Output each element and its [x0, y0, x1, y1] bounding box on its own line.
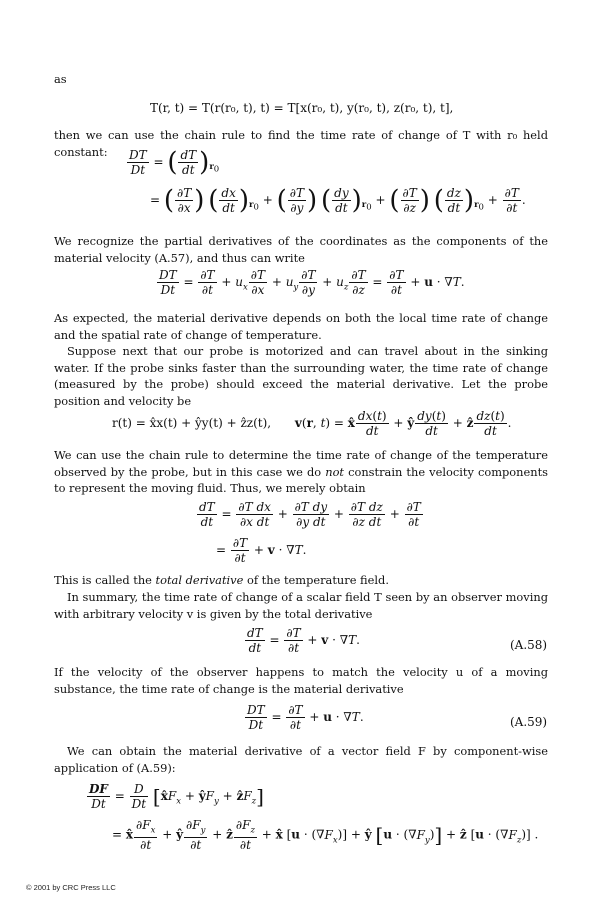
copyright-footer: © 2001 by CRC Press LLC — [26, 883, 116, 892]
equation-total-derivative-expanded: $\frac{dT}{dt}$ = $\frac{\text{∂T dx}}{\text{∂x dt}}$ + $\frac{\text{∂T dy}}{\text{∂y dt}}$ + $\frac{\text{∂T dz}}{\text{∂z dt}}$ + $\frac{\partial T}{\partial t}$ — [199, 500, 421, 529]
equation-vector-material-derivative: $\frac{DF}{Dt}$ = $\frac{D}{Dt}$ [$x̂F_x$ + $ŷF_y$ + ẑF$_z$] — [89, 782, 264, 811]
equation-A59: $\frac{DT}{Dt}$ = $\frac{\partial T}{\partial t}$ + u · ∇T. — [247, 703, 364, 732]
paragraph-match: If the velocity of the observer happens to match the velocity u of a moving substance, the time rate of change is the material derivative — [54, 665, 548, 696]
paragraph-can-use: We can use the chain rule to determine the time rate of change of the temperature observed by the probe, but in this case we do not constrain the velocity components to represent the moving fluid. Thus, we merely obtain — [54, 448, 549, 495]
paragraph-suppose: Suppose next that our probe is motorized and can travel about in the sinking water. If the probe sinks faster than the surrounding water, the time rate of change (measured by the probe) should exceed the material derivative. Let the probe position and velocity be — [54, 344, 548, 408]
equation-vector-material-derivative-expanded: = x̂ $\frac{\partial F_x}{\partial t}$ + ŷ $\frac{\partial F_y}{\partial t}$ + ẑ $\frac{\partial F_z}{\partial t}$ + x̂ $[u \cdot (\nabla F_x)]$ + ŷ $[u \cdot (\nabla F_y)]$ + ẑ $[u \cdot (\nabla F_z)]$ . — [112, 818, 539, 853]
equation-material-derivative-def: $\frac{DT}{Dt}$ = ( $\frac{dT}{dt}$ )$_{r_0}$ — [129, 147, 220, 178]
equation-total-derivative-compact: = $\frac{\partial T}{\partial t}$ + v · ∇T. — [216, 536, 307, 565]
paragraph-vector-field: We can obtain the material derivative of a vector field F by component-wise application of (A.59): — [54, 744, 548, 775]
paragraph-expected: As expected, the material derivative depends on both the local time rate of change and the spatial rate of change of temperature. — [54, 311, 548, 342]
paragraph-called: This is called the total derivative of the temperature field. — [54, 573, 389, 587]
equation-number-A59: (A.59) — [510, 715, 548, 729]
paragraph-summary: In summary, the time rate of change of a scalar field T seen by an observer moving with arbitrary velocity v is given by the total derivative — [54, 590, 548, 621]
equation-position-mapping: T(r, t) = T(r(r₀, t), t) = T[x(r₀, t), y(r₀, t), z(r₀, t), t], — [150, 101, 454, 115]
equation-A58: $\frac{dT}{dt}$ = $\frac{\partial T}{\partial t}$ + v · ∇T. — [247, 626, 360, 655]
equation-chain-expansion: = ( $\frac{\partial T}{\partial x}$ ) ( $\frac{dx}{dt}$ )$_{r_0}$ + ( $\frac{\partial T}{\partial y}$ ) ( $\frac{dy}{dt}$ )$_{r_0}$ + ( $\frac{\partial T}{\partial z}$ ) ( $\frac{dz}{dt}$ )$_{r_0}$ + $\frac{\partial T}{\partial t}$ . — [150, 185, 526, 216]
paragraph-chain-rule: then we can use the chain rule to find the time rate of change of T with r₀ held constant: — [54, 128, 548, 159]
text-as: as — [54, 72, 67, 86]
equation-material-derivative-expanded: $\frac{DT}{Dt}$ = $\frac{\partial T}{\partial t}$ + $u_x$ $\frac{\partial T}{\partial x}$ + $u_y$ $\frac{\partial T}{\partial y}$ + $u_z$ $\frac{\partial T}{\partial z}$ = $\frac{\partial T}{\partial t}$ + u · ∇T. — [159, 268, 465, 297]
equation-number-A58: (A.58) — [510, 638, 548, 652]
paragraph-recognize: We recognize the partial derivatives of the coordinates as the components of the material velocity (A.57), and thus can write — [54, 234, 548, 265]
equation-probe-position: r(t) = x̂x(t) + ŷy(t) + ẑz(t), v(r, t) = x̂ $\frac{dx(t)}{dt}$ + ŷ $\frac{dy(t)}{dt}$ + ẑ $\frac{dz(t)}{dt}$ . — [112, 409, 512, 438]
